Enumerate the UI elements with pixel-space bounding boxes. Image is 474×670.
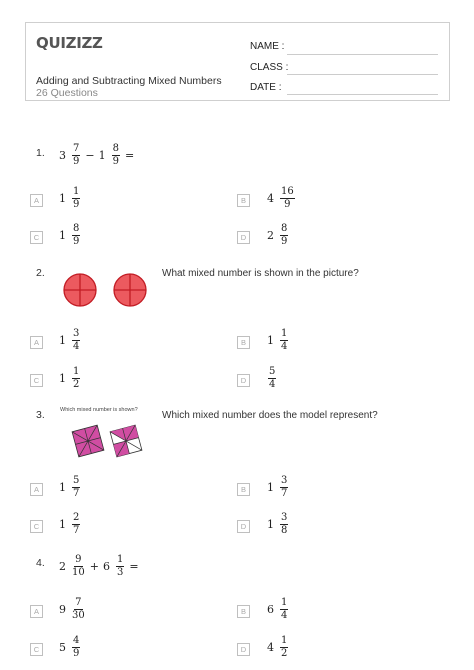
q4-option-d-letter[interactable]: D [237,643,250,656]
question-3-number: 3. [36,409,45,421]
question-4-expression: 2 $\frac{9}{10}$ + 6 $\frac{1}{3}$ = [59,554,139,578]
q1-option-c-letter[interactable]: C [30,231,43,244]
q3-option-d-letter[interactable]: D [237,520,250,533]
partial-circle [114,274,146,306]
question-3-text: Which mixed number does the model represent? [162,410,378,421]
fraction-circles-image [62,271,152,309]
name-field[interactable] [287,54,438,55]
q4-option-a[interactable]: 9 $\frac{7}{30}$ [59,597,85,621]
q4-option-c[interactable]: 5 $\frac{4}{9}$ [59,635,80,659]
q2-option-d[interactable]: $\frac{5}{4}$ [269,366,276,390]
q4-option-b-letter[interactable]: B [237,605,250,618]
q4-option-c-letter[interactable]: C [30,643,43,656]
q3-option-a-letter[interactable]: A [30,483,43,496]
q2-option-c-letter[interactable]: C [30,374,43,387]
q2-option-a-letter[interactable]: A [30,336,43,349]
question-4-number: 4. [36,557,45,569]
q4-option-b[interactable]: 6 $\frac{1}{4}$ [267,597,288,621]
date-field[interactable] [287,94,438,95]
question-1-number: 1. [36,147,45,159]
q2-option-a[interactable]: 1 $\frac{3}{4}$ [59,328,80,352]
question-3-image-caption: Which mixed number is shown? [60,407,138,413]
q3-option-c[interactable]: 1 $\frac{2}{7}$ [59,512,80,536]
q2-option-d-letter[interactable]: D [237,374,250,387]
q3-option-d[interactable]: 1 $\frac{3}{8}$ [267,512,288,536]
q3-option-c-letter[interactable]: C [30,520,43,533]
worksheet-title: Adding and Subtracting Mixed Numbers [36,75,222,87]
q1-option-c[interactable]: 1 $\frac{8}{9}$ [59,223,80,247]
question-count: 26 Questions [36,87,98,99]
question-2-text: What mixed number is shown in the picture? [162,268,359,279]
q1-option-d[interactable]: 2 $\frac{8}{9}$ [267,223,288,247]
q2-option-b-letter[interactable]: B [237,336,250,349]
q3-option-b[interactable]: 1 $\frac{3}{7}$ [267,475,288,499]
q4-option-d[interactable]: 4 $\frac{1}{2}$ [267,635,288,659]
question-1-expression: 3 $\frac{7}{9}$ − 1 $\frac{8}{9}$ = [59,143,135,167]
q1-option-d-letter[interactable]: D [237,231,250,244]
whole-circle [64,274,96,306]
q1-option-a[interactable]: 1 $\frac{1}{9}$ [59,186,80,210]
q1-option-b[interactable]: 4 $\frac{16}{9}$ [267,186,294,210]
q2-option-b[interactable]: 1 $\frac{1}{4}$ [267,328,288,352]
question-2-number: 2. [36,267,45,279]
q3-option-a[interactable]: 1 $\frac{5}{7}$ [59,475,80,499]
date-label: DATE : [250,82,282,93]
full-square [72,425,104,457]
q2-option-c[interactable]: 1 $\frac{1}{2}$ [59,366,80,390]
q3-option-b-letter[interactable]: B [237,483,250,496]
class-field[interactable] [287,74,438,75]
class-label: CLASS : [250,62,289,73]
quizizz-logo: QUIZIZZ [36,34,103,52]
q4-option-a-letter[interactable]: A [30,605,43,618]
square-model-image [70,421,145,461]
q1-option-a-letter[interactable]: A [30,194,43,207]
q1-option-b-letter[interactable]: B [237,194,250,207]
name-label: NAME : [250,41,285,52]
partial-square [110,425,142,457]
